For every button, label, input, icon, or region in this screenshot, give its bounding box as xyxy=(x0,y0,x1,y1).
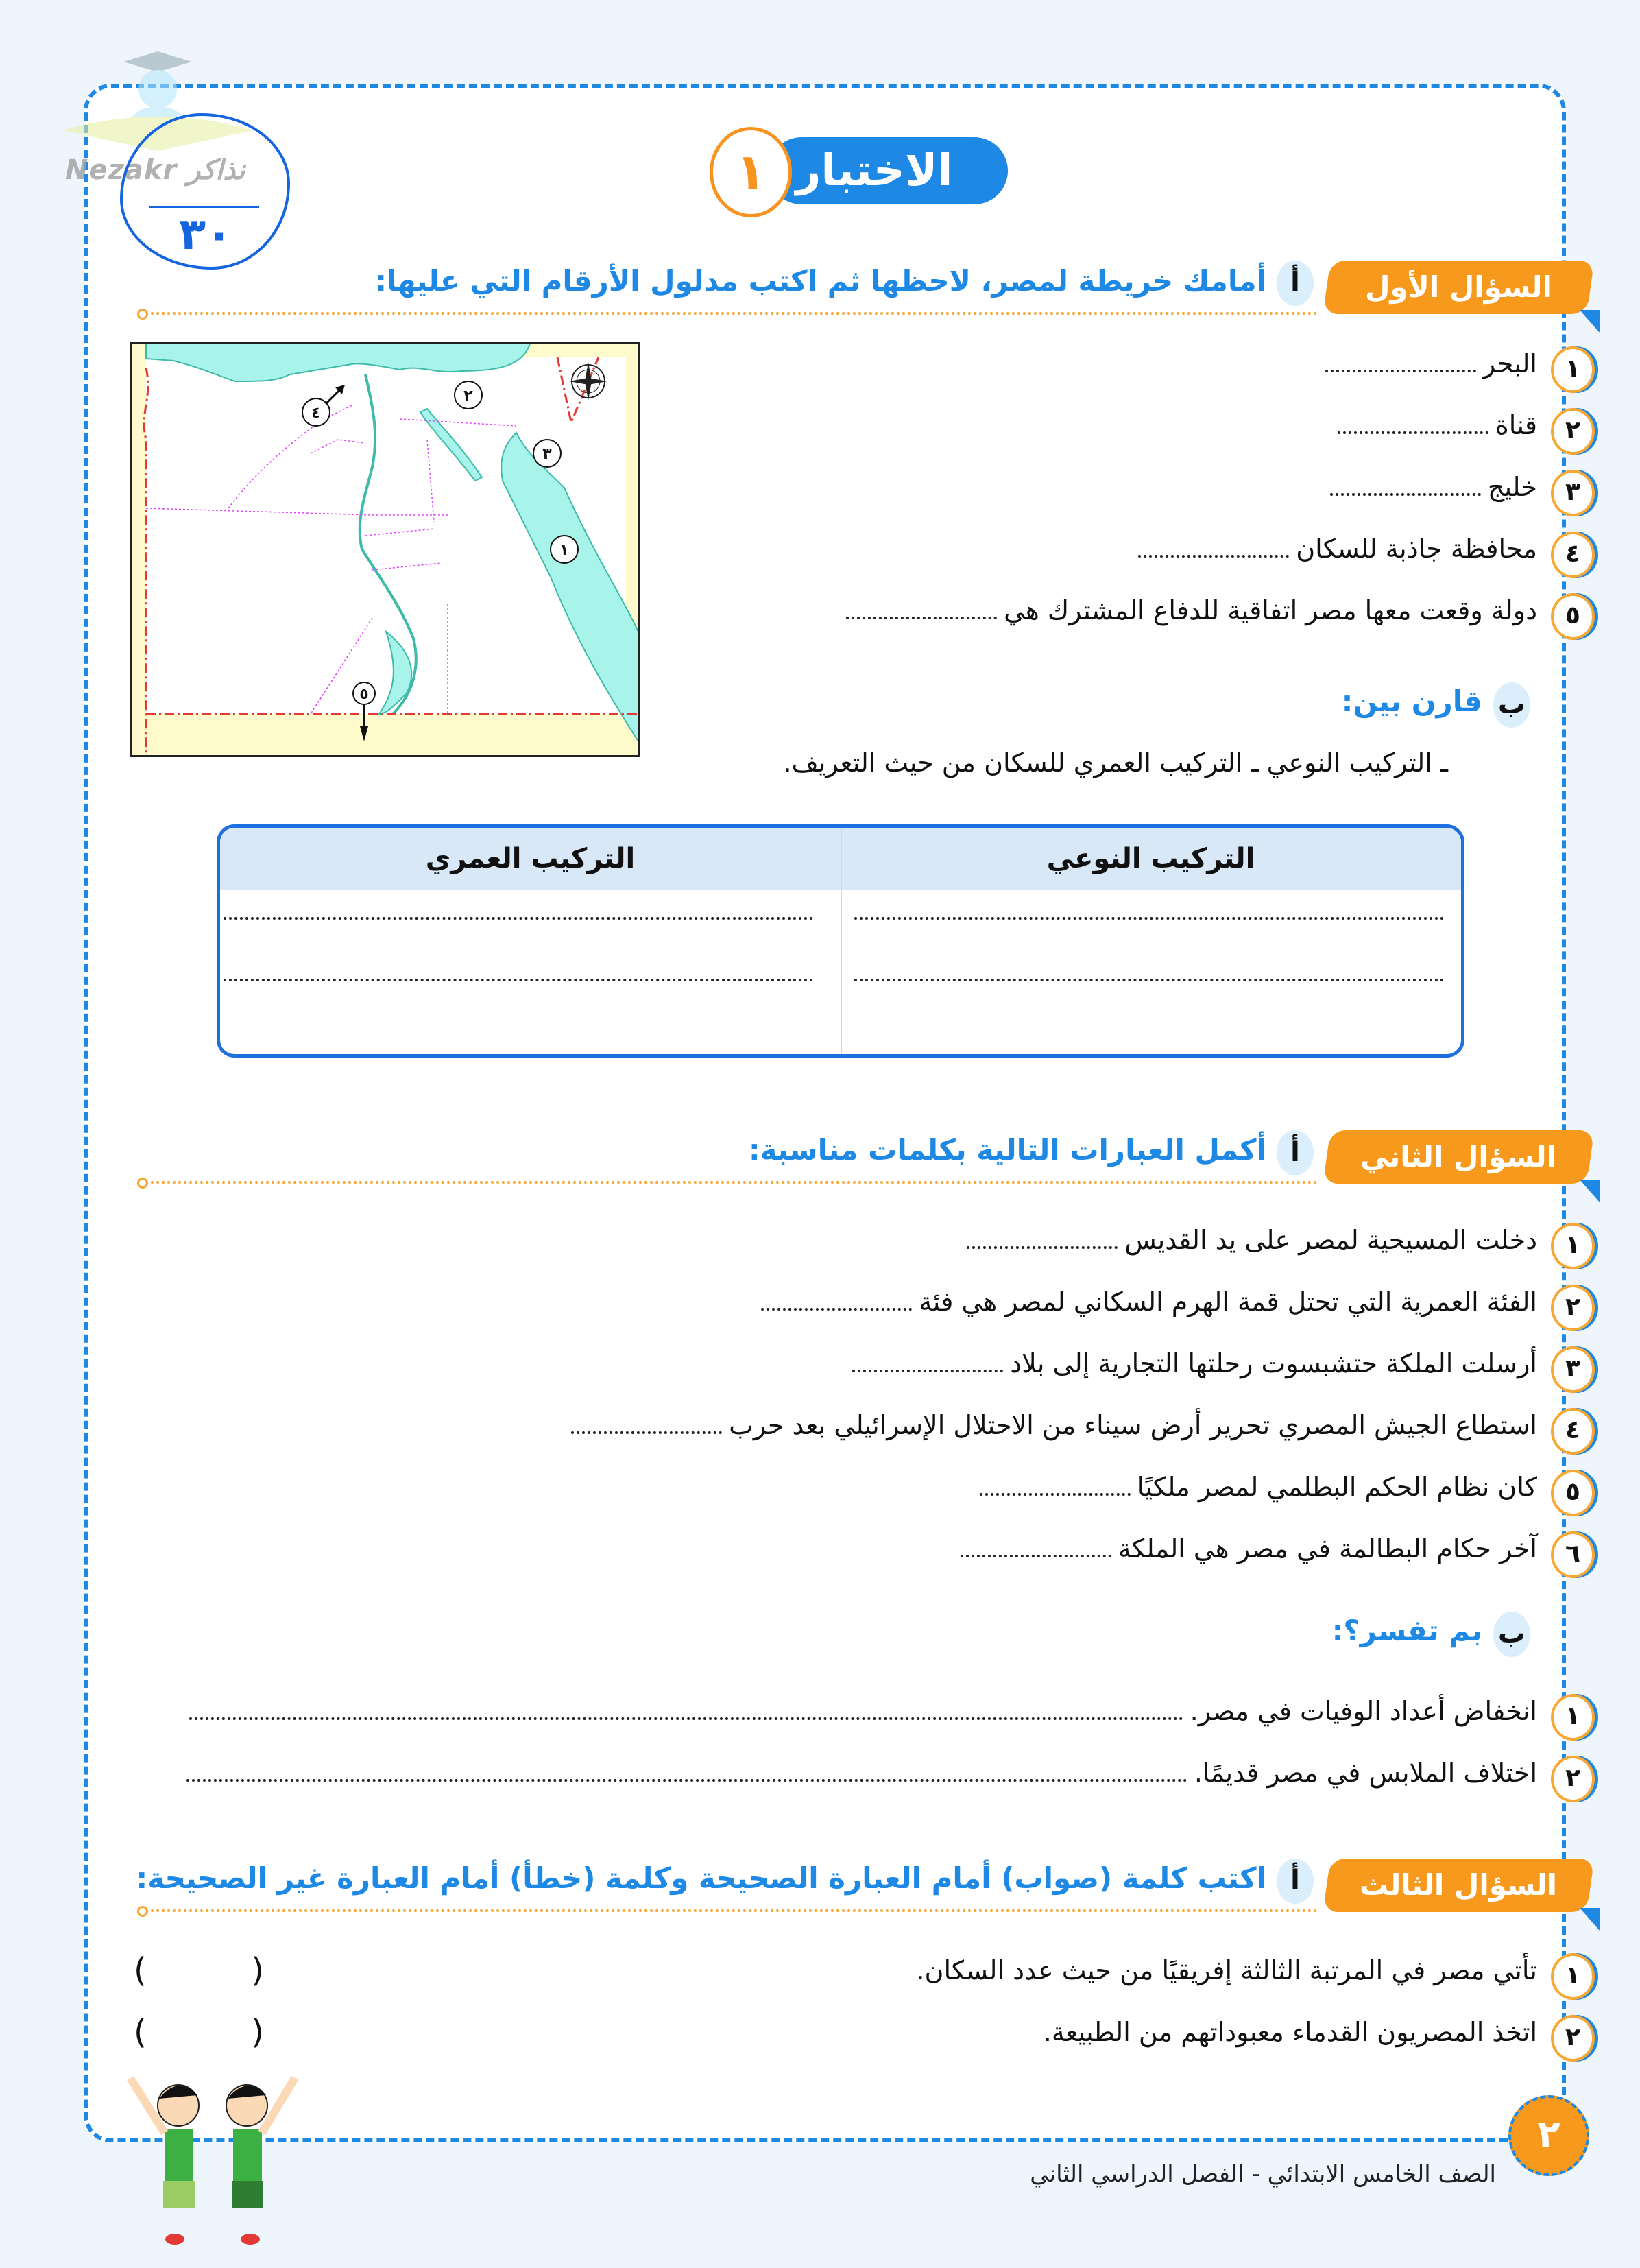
q2-instruction: أكمل العبارات التالية بكلمات مناسبة: xyxy=(748,1133,1266,1167)
page-number-badge: ٢ xyxy=(1508,2095,1589,2176)
logo-text: Nezakr نذاكر xyxy=(65,154,245,186)
map-marker-1 xyxy=(551,536,578,563)
q2-item-6: آخر حكام البطالمة في مصر هي الملكة xyxy=(961,1533,1537,1564)
explain-heading: بم تفسر؟: xyxy=(1331,1614,1482,1647)
orange-rule xyxy=(145,1181,1318,1184)
item-number: ٦ xyxy=(1551,1531,1595,1578)
part-b-badge: ب xyxy=(1493,682,1530,728)
answer-blank[interactable] xyxy=(1338,425,1488,434)
svg-text:٥: ٥ xyxy=(359,686,369,703)
item-number: ٢ xyxy=(1551,1756,1595,1802)
answer-blank[interactable] xyxy=(1325,363,1476,372)
egypt-map xyxy=(130,342,640,757)
compare-heading: قارن بين: xyxy=(1341,684,1482,718)
question-1-tab: السؤال الأول xyxy=(1323,261,1595,314)
q2-item-3: أرسلت الملكة حتشبسوت رحلتها التجارية إلى بلاد xyxy=(852,1348,1537,1378)
item-number: ٢ xyxy=(1551,1285,1595,1331)
answer-blank[interactable] xyxy=(1330,486,1481,496)
item-number: ٢ xyxy=(1551,2015,1595,2062)
item-number: ٢ xyxy=(1551,408,1595,455)
part-a-badge: أ xyxy=(1277,1859,1314,1904)
item-number: ١ xyxy=(1551,1223,1595,1269)
score-divider xyxy=(149,206,259,208)
item-number: ٥ xyxy=(1551,593,1595,640)
q3-instruction: اكتب كلمة (صواب) أمام العبارة الصحيحة وكلمة (خطأ) أمام العبارة غير الصحيحة: xyxy=(136,1861,1266,1895)
svg-text:٣: ٣ xyxy=(542,446,552,463)
svg-text:٤: ٤ xyxy=(311,405,321,422)
q3-item-2: اتخذ المصريون القدماء معبوداتهم من الطبيعة. xyxy=(1043,2017,1537,2047)
q2-item-1: دخلت المسيحية لمصر على يد القديس xyxy=(967,1225,1537,1255)
part-b-badge: ب xyxy=(1493,1612,1530,1657)
exam-title: الاختبار xyxy=(768,137,1008,204)
question-3-tab: السؤال الثالث xyxy=(1323,1859,1595,1912)
answer-blank[interactable] xyxy=(761,1301,912,1311)
q1-item-1: البحر xyxy=(1325,348,1537,379)
orange-rule xyxy=(145,1909,1318,1912)
answer-line[interactable] xyxy=(854,979,1444,981)
answer-line[interactable] xyxy=(224,979,813,981)
orange-rule xyxy=(145,312,1318,315)
item-number: ٥ xyxy=(1551,1470,1595,1516)
answer-parentheses[interactable]: ( ) xyxy=(134,1951,264,1990)
answer-blank[interactable] xyxy=(846,610,997,619)
item-number: ١ xyxy=(1551,1694,1595,1741)
children-illustration-icon xyxy=(110,2064,315,2249)
item-number: ٣ xyxy=(1551,1346,1595,1393)
column-header-age: التركيب العمري xyxy=(425,843,636,874)
exam-number: ١ xyxy=(710,127,792,217)
answer-parentheses[interactable]: ( ) xyxy=(134,2013,264,2051)
part-a-badge: أ xyxy=(1277,261,1314,306)
q2-item-5: كان نظام الحكم البطلمي لمصر ملكيًا xyxy=(980,1472,1537,1502)
answer-blank[interactable] xyxy=(1138,548,1289,558)
item-number: ٤ xyxy=(1551,1408,1595,1455)
answer-line[interactable] xyxy=(224,917,813,920)
q2-item-2: الفئة العمرية التي تحتل قمة الهرم السكاني لمصر هي فئة xyxy=(761,1287,1537,1317)
q1-item-2: قناة xyxy=(1338,410,1537,440)
q1-item-4: محافظة جاذبة للسكان xyxy=(1138,534,1537,564)
svg-text:١: ١ xyxy=(559,542,569,559)
answer-blank[interactable] xyxy=(189,1710,1183,1720)
answer-blank[interactable] xyxy=(961,1548,1111,1557)
item-number: ١ xyxy=(1551,1953,1595,2000)
tab-corner xyxy=(1580,310,1600,333)
answer-blank[interactable] xyxy=(967,1239,1118,1249)
q1-item-3: خليج xyxy=(1330,472,1537,502)
item-number: ٤ xyxy=(1551,532,1595,578)
svg-text:٢: ٢ xyxy=(463,387,473,405)
compare-prompt: ـ التركيب النوعي ـ التركيب العمري للسكان من حيث التعريف. xyxy=(783,748,1448,778)
q1-item-5: دولة وقعت معها مصر اتفاقية للدفاع المشترك هي xyxy=(846,595,1537,625)
map-marker-2 xyxy=(455,381,482,409)
q1-instruction: أمامك خريطة لمصر، لاحظها ثم اكتب مدلول الأرقام التي عليها: xyxy=(375,264,1266,298)
q2-item-4: استطاع الجيش المصري تحرير أرض سيناء من الاحتلال الإسرائيلي بعد حرب xyxy=(571,1410,1537,1440)
answer-blank[interactable] xyxy=(980,1486,1131,1496)
q3-item-1: تأتي مصر في المرتبة الثالثة إفريقيًا من حيث عدد السكان. xyxy=(916,1955,1537,1985)
comparison-table xyxy=(217,824,1464,1058)
item-number: ٣ xyxy=(1551,470,1595,516)
column-header-gender: التركيب النوعي xyxy=(1046,843,1255,874)
part-a-badge: أ xyxy=(1277,1130,1314,1175)
grade-semester-label: الصف الخامس الابتدائي - الفصل الدراسي الثاني xyxy=(1030,2160,1496,2188)
map-marker-3 xyxy=(533,440,561,467)
q2b-item-1: انخفاض أعداد الوفيات في مصر. xyxy=(189,1696,1537,1726)
q2b-item-2: اختلاف الملابس في مصر قديمًا. xyxy=(186,1758,1537,1788)
item-number: ١ xyxy=(1551,346,1595,393)
answer-blank[interactable] xyxy=(186,1772,1187,1782)
score-total: ٣٠ xyxy=(178,209,233,260)
tab-corner xyxy=(1580,1180,1600,1203)
answer-blank[interactable] xyxy=(852,1363,1003,1372)
tab-corner xyxy=(1580,1908,1600,1931)
answer-line[interactable] xyxy=(854,917,1444,920)
answer-blank[interactable] xyxy=(571,1424,722,1434)
question-2-tab: السؤال الثاني xyxy=(1323,1130,1595,1184)
column-divider xyxy=(841,828,842,1054)
